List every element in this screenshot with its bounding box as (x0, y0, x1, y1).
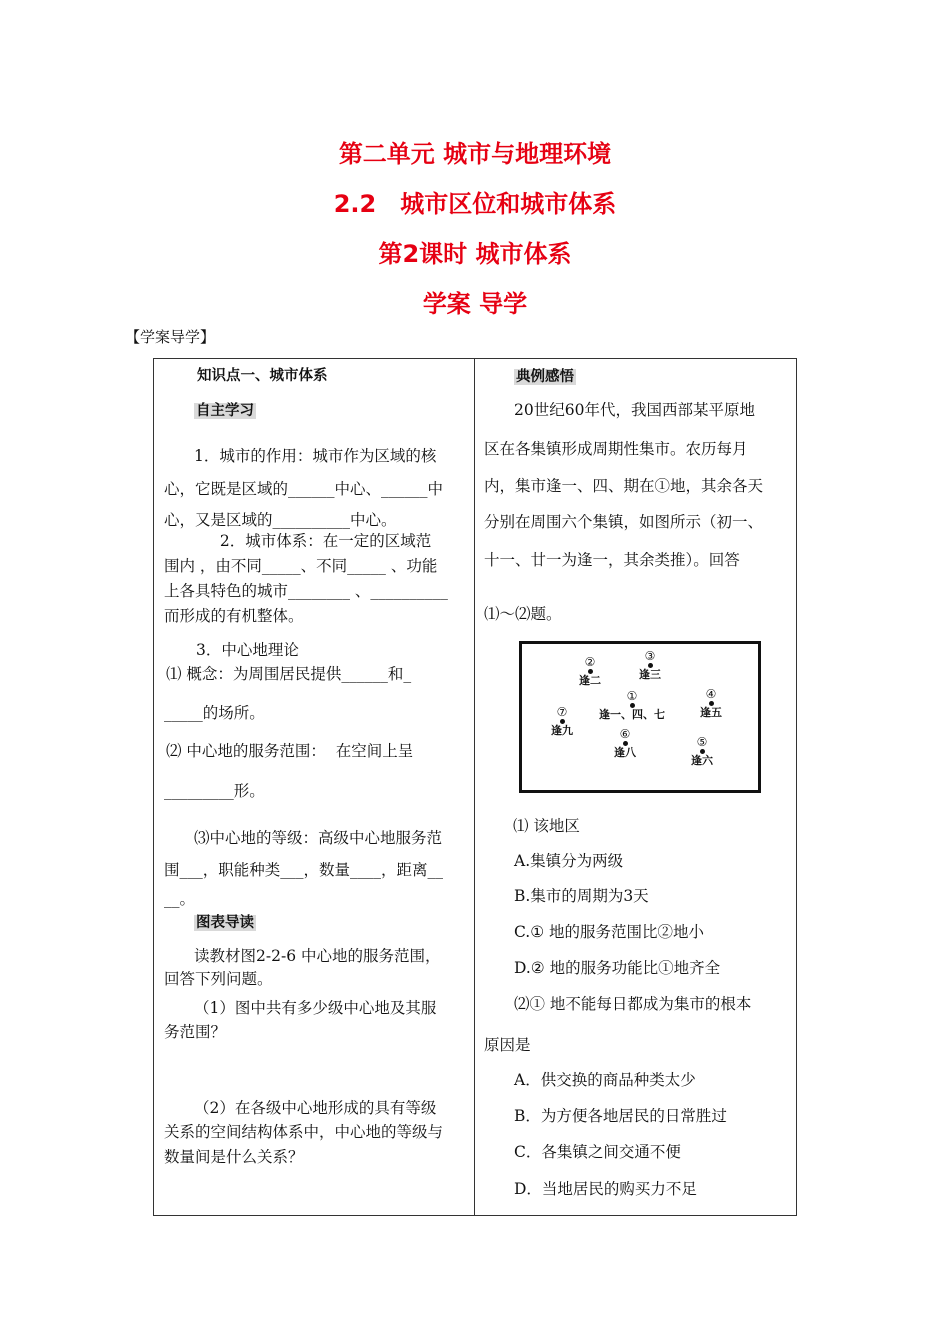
left-line-14: 围___，职能种类___，数量____，距离__ (164, 861, 444, 879)
intro-line-2: 区在各集镇形成周期性集市。农历每月 (484, 440, 748, 458)
left-line-3: 心，又是区域的__________中心。 (164, 511, 397, 529)
left-line-13: ⑶中心地的等级：高级中心地服务范 (194, 829, 443, 847)
market-map (519, 641, 761, 793)
q2-option-a: A．供交换的商品种类太少 (514, 1071, 696, 1089)
map-marker-2: ② 逢二 (579, 655, 601, 687)
left-heading: 知识点一、城市体系 (197, 368, 328, 384)
title-2: 2.2 城市区位和城市体系 (333, 190, 617, 218)
intro-line-5: 十一、廿一为逢一，其余类推）。回答 (484, 551, 740, 569)
reading-line-1: 读教材图2-2-6 中心地的服务范围， (194, 947, 441, 965)
q1-option-a: A.集镇分为两级 (514, 852, 624, 870)
intro-line-4: 分别在周围六个集镇，如图所示（初一、 (484, 513, 764, 531)
self-study-heading (194, 400, 256, 421)
q1-option-d: D.② 地的服务功能比①地齐全 (514, 959, 721, 977)
map-marker-4: ④ 逢五 (700, 687, 722, 719)
title-1: 第二单元 城市与地理环境 (338, 140, 612, 168)
question-1: ⑴ 该地区 (513, 817, 580, 835)
chart-reading-label: 图表导读 (196, 915, 254, 931)
section-label: 【学案导学】 (125, 328, 216, 346)
self-study-label: 自主学习 (196, 403, 254, 419)
left-line-7: 而形成的有机整体。 (164, 607, 304, 625)
map-marker-7: ⑦ 逢九 (551, 705, 573, 737)
q2-option-d: D．当地居民的购买力不足 (514, 1180, 697, 1198)
reading-line-3: （1）图中共有多少级中心地及其服 (194, 999, 437, 1017)
map-marker-1: ① 逢一、四、七 (599, 689, 665, 721)
example-label: 典例感悟 (516, 369, 574, 385)
map-marker-3: ③ 逢三 (639, 649, 661, 681)
q2-option-b: B．为方便各地居民的日常胜过 (514, 1107, 727, 1125)
map-marker-5: ⑤ 逢六 (691, 735, 713, 767)
q2-option-c: C．各集镇之间交通不便 (514, 1143, 681, 1161)
chart-reading-heading (194, 912, 256, 933)
title-3: 第2课时 城市体系 (378, 240, 572, 268)
reading-line-5: （2）在各级中心地形成的具有等级 (194, 1099, 437, 1117)
column-divider (474, 358, 475, 1216)
reading-line-6: 关系的空间结构体系中，中心地的等级与 (164, 1123, 444, 1141)
left-line-9: ⑴ 概念：为周围居民提供______和_ (166, 665, 412, 683)
left-line-8: 3．中心地理论 (196, 641, 299, 659)
reading-line-4: 务范围？ (164, 1023, 227, 1041)
intro-line-3: 内，集市逢一、四、期在①地，其余各天 (484, 477, 764, 495)
left-line-11: ⑵ 中心地的服务范围： 在空间上呈 (166, 742, 414, 760)
map-marker-6: ⑥ 逢八 (614, 727, 636, 759)
left-line-12: _________形。 (164, 782, 265, 800)
left-line-15: __。 (164, 890, 196, 908)
question-2-line-1: ⑵① 地不能每日都成为集市的根本 (514, 995, 752, 1013)
right-heading (514, 366, 576, 387)
question-2-line-2: 原因是 (484, 1036, 531, 1054)
reading-line-2: 回答下列问题。 (164, 970, 273, 988)
q1-option-c: C.① 地的服务范围比②地小 (514, 923, 705, 941)
left-line-6: 上各具特色的城市________ 、__________ (164, 582, 448, 600)
left-line-4: 2．城市体系：在一定的区域范 (210, 532, 432, 550)
left-line-5: 围内 ，由不同_____、不同_____ 、功能 (164, 557, 438, 575)
left-line-1: 1．城市的作用：城市作为区域的核 (194, 447, 437, 465)
left-line-2: 心，它既是区域的______中心、______中 (164, 480, 444, 498)
q1-option-b: B.集市的周期为3天 (514, 887, 649, 905)
reading-line-7: 数量间是什么关系？ (164, 1148, 304, 1166)
title-4: 学案 导学 (422, 290, 528, 318)
intro-line-6: ⑴～⑵题。 (484, 605, 562, 623)
intro-line-1: 20世纪60年代，我国西部某平原地 (514, 401, 755, 419)
left-line-10: _____的场所。 (164, 704, 265, 722)
